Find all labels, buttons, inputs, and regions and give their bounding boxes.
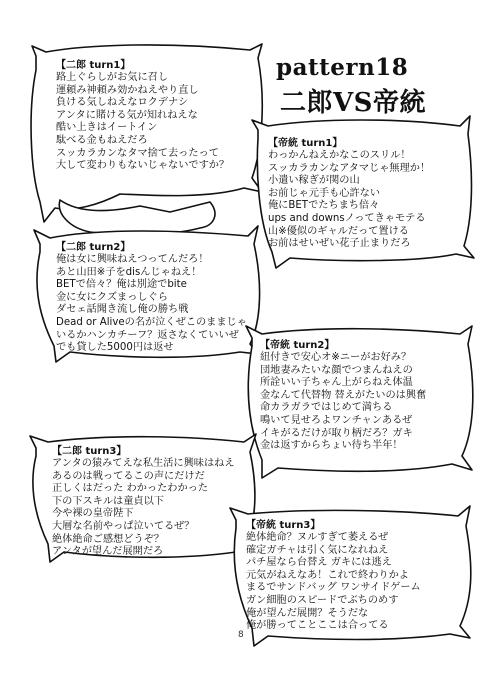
lyric-line: 負ける気しねえなロクデナシ <box>56 97 189 109</box>
page-number: 8 <box>238 630 244 640</box>
lyric-line: お前はせいぜい花子止まりだろ <box>268 238 411 250</box>
lyric-line: 絶体絶命？ヌルすぎて萎えるぜ <box>246 532 389 543</box>
lyric-line: 金は返すからちょい待ち半年！ <box>260 440 403 452</box>
lyric-line: 絶体絶命ご感想どうぞ？ <box>52 533 165 545</box>
lyric-line: 運頼み神頼み効かねえやり直し <box>56 84 199 96</box>
jiro-turn2-heading: 【二郎 turn2】 <box>56 242 131 253</box>
lyric-line: 駄べる金もねえだろ <box>56 134 148 146</box>
jiro-turn1-block <box>56 60 229 173</box>
lyric-line: 路上ぐらしがお気に召し <box>56 72 169 83</box>
lyric-line: まるでサンドバッグ ワンサイドゲーム <box>246 582 421 594</box>
lyric-line: あと山田※子をdisんじゃねえ！ <box>56 266 202 278</box>
lyric-line: ガン細胞のスピードでぶちのめす <box>246 594 399 606</box>
jiro-turn3-block <box>52 446 235 559</box>
lyric-line: 大して変わりもないじゃないですか？ <box>56 160 230 172</box>
lyric-line: スッカラカンなアタマじゃ無理か！ <box>268 162 431 174</box>
jiro-turn3-heading: 【二郎 turn3】 <box>52 446 127 457</box>
lyric-line: 俺にBETでたちまち倍々 <box>268 200 380 212</box>
lyric-line: 確定ガチャは引く気になれねえ <box>246 544 389 556</box>
lyric-line: いるかハンカチーフ？返さなくていいぜ <box>56 329 239 341</box>
lyric-line: ダセェ話聞き流し俺の勝ち戦 <box>56 304 189 316</box>
lyric-line: 山※優似のギャルだって置ける <box>268 225 409 237</box>
lyric-line: スッカラカンなタマ捨て去ったって <box>56 147 219 159</box>
lyric-line: 俺は女に興味ねえつってんだろ！ <box>56 254 209 265</box>
jiro-turn2-block <box>56 242 247 355</box>
lyric-line: 金なんて代替物 替えがたいのは興奮 <box>260 389 427 401</box>
lyric-line: イキがるだけが取り柄だろ？ガキ <box>260 427 413 439</box>
lyric-line: Dead or Aliveの名が泣くぜこのままじゃ <box>56 316 247 328</box>
lyric-line: 大層な名前やっぱ泣いてるぜ？ <box>52 520 195 532</box>
lyric-line: あるのは戦ってるこの声にだけだ <box>52 470 205 482</box>
lyric-line: 酷い上きはイートイン <box>56 122 158 134</box>
lyric-line: 俺が望んだ展開？そうだな <box>246 607 369 619</box>
lyric-line: 今や裸の皇帝陛下 <box>52 508 134 520</box>
lyric-line: 小遣い稼ぎが関の山 <box>268 175 360 187</box>
lyric-line: アンタが望んだ展開だろ <box>52 546 164 558</box>
page-title-matchup: 二郎VS帝統 <box>280 88 426 118</box>
lyric-line: 下の下スキルは童貞以下 <box>52 495 164 507</box>
lyric-line: お前じゃ元手も心許ない <box>268 187 381 199</box>
lyric-line: 金に女にクズまっしぐら <box>56 291 168 303</box>
teitou-turn3-heading: 【帝統 turn3】 <box>246 520 321 531</box>
teitou-turn2-block <box>260 340 426 453</box>
lyric-line: ups and downsノってきゃモテる <box>268 212 426 224</box>
lyric-line: わっかんねえかなこのスリル！ <box>268 150 411 161</box>
teitou-turn1-block <box>268 138 430 251</box>
lyric-line: 団地妻みたいな顔でつまんねえの <box>260 364 413 376</box>
lyric-line: 命カラガラではじめて満ちる <box>260 402 393 414</box>
lyric-line: 元気がねえなあ！これで終わりかよ <box>246 569 409 581</box>
jiro-turn1-heading: 【二郎 turn1】 <box>56 60 131 71</box>
lyric-line: パチ屋なら台替え ガキには逃え <box>246 557 392 569</box>
teitou-turn3-block <box>246 520 421 633</box>
lyric-line: アンタの猿みてえな私生活に興味はねえ <box>52 458 235 469</box>
lyric-line: 鳴いて見せろよワンチャンあるぜ <box>260 414 413 426</box>
page-title-pattern: pattern18 <box>276 54 409 81</box>
lyric-line: 所詮いい子ちゃん上がらねえ体温 <box>260 377 413 389</box>
lyric-line: でも貸した5000円は返せ <box>56 342 174 354</box>
teitou-turn2-heading: 【帝統 turn2】 <box>260 340 335 351</box>
teitou-turn1-heading: 【帝統 turn1】 <box>268 138 343 149</box>
lyric-line: BETで倍々？俺は別途でbite <box>56 279 187 291</box>
lyric-line: 正しくはだった わかったわかった <box>52 483 209 495</box>
lyric-line: アンタに賭ける気が知れねえな <box>56 109 198 121</box>
lyric-line: 俺が勝ってことここは合ってる <box>246 620 389 632</box>
lyric-line: 紐付きで安心オ※ニーがお好み？ <box>260 352 412 363</box>
